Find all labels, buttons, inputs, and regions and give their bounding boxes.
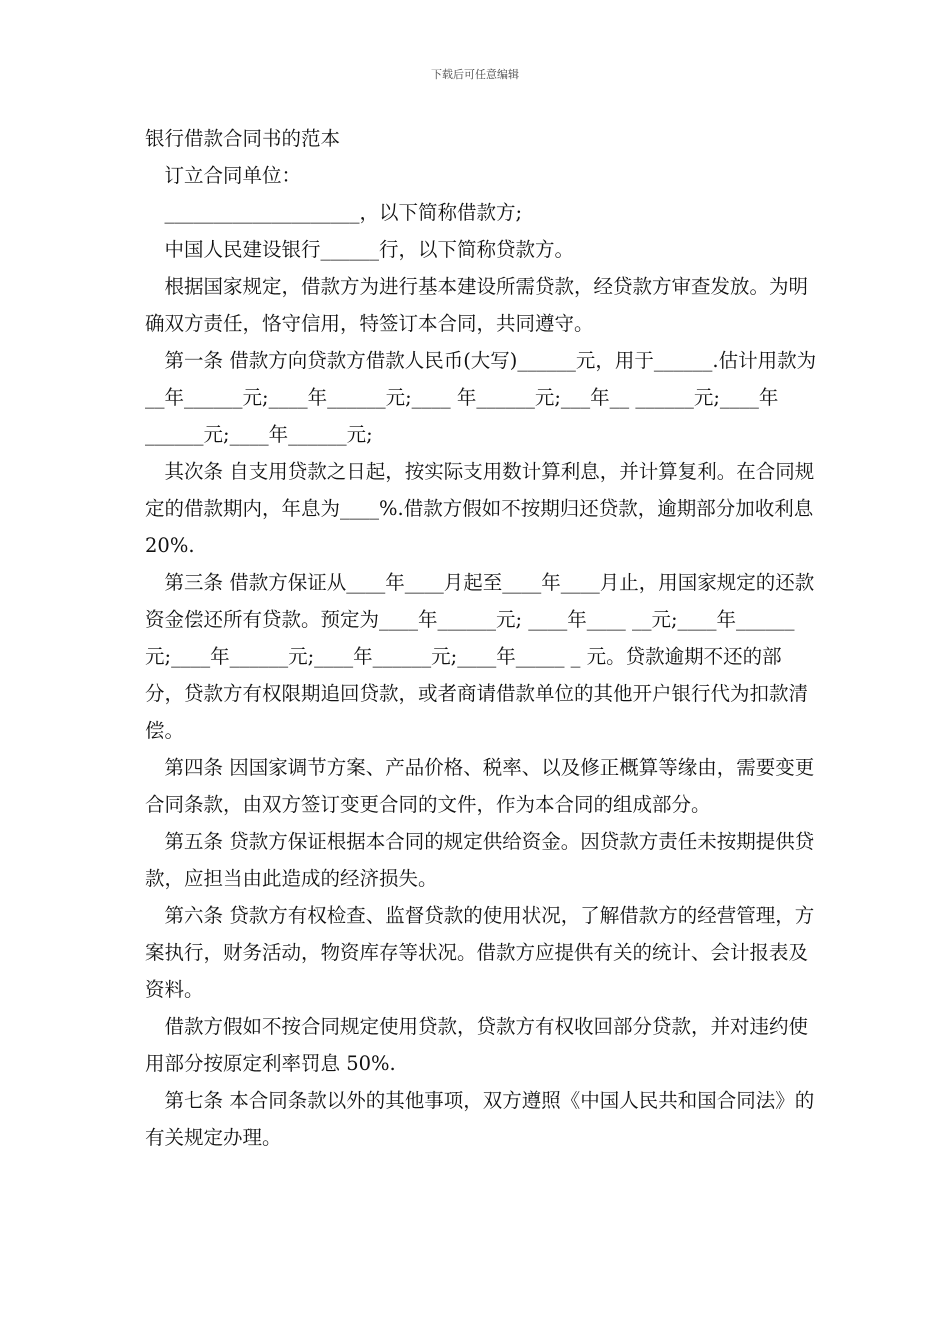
paragraph-article-3: 第三条 借款方保证从____年____月起至____年____月止，用国家规定的还款资金偿还所有贷款。预定为____年______元; ____年____ __元;____年______元;____年______元;____年______元;____年_____ _ 元。贷款逾期不还的部分，贷款方有权限期追回贷款，或者商请借款单位的其他开户银行代为扣款清偿。: [145, 571, 815, 742]
paragraph-contract-parties: 订立合同单位：: [145, 164, 302, 187]
document-title: 银行借款合同书的范本: [145, 127, 341, 150]
paragraph-article-7: 第七条 本合同条款以外的其他事项，双方遵照《中国人民共和国合同法》的有关规定办理。: [145, 1089, 815, 1149]
paragraph-article-6-penalty: 借款方假如不按合同规定使用贷款，贷款方有权收回部分贷款，并对违约使用部分按原定利率罚息 50%.: [145, 1015, 809, 1075]
paragraph-article-4: 第四条 因国家调节方案、产品价格、税率、以及修正概算等缘由，需要变更合同条款，由双方签订变更合同的文件，作为本合同的组成部分。: [145, 756, 815, 816]
paragraph-article-1: 第一条 借款方向贷款方借款人民币(大写)______元，用于______.估计用款为__年______元;____年______元;____ 年______元;___年__ ______元;____年______元;____年______元;: [145, 349, 817, 446]
paragraph-lender: 中国人民建设银行______行，以下简称贷款方。: [145, 238, 575, 261]
paragraph-article-2: 其次条 自支用贷款之日起，按实际支用数计算利息，并计算复利。在合同规定的借款期内，年息为____%.借款方假如不按期归还贷款，逾期部分加收利息 20%.: [145, 460, 815, 557]
document-body: [145, 120, 817, 1156]
paragraph-preamble: 根据国家规定，借款方为进行基本建设所需贷款，经贷款方审查发放。为明确双方责任，恪守信用，特签订本合同，共同遵守。: [145, 275, 809, 335]
paragraph-article-5: 第五条 贷款方保证根据本合同的规定供给资金。因贷款方责任未按期提供贷款，应担当由此造成的经济损失。: [145, 830, 815, 890]
paragraph-article-6: 第六条 贷款方有权检查、监督贷款的使用状况，了解借款方的经营管理，方案执行，财务活动，物资库存等状况。借款方应提供有关的统计、会计报表及资料。: [145, 904, 815, 1001]
paragraph-borrower: ____________________，以下简称借款方;: [145, 201, 523, 224]
page-header: 下载后可任意编辑: [431, 68, 519, 81]
